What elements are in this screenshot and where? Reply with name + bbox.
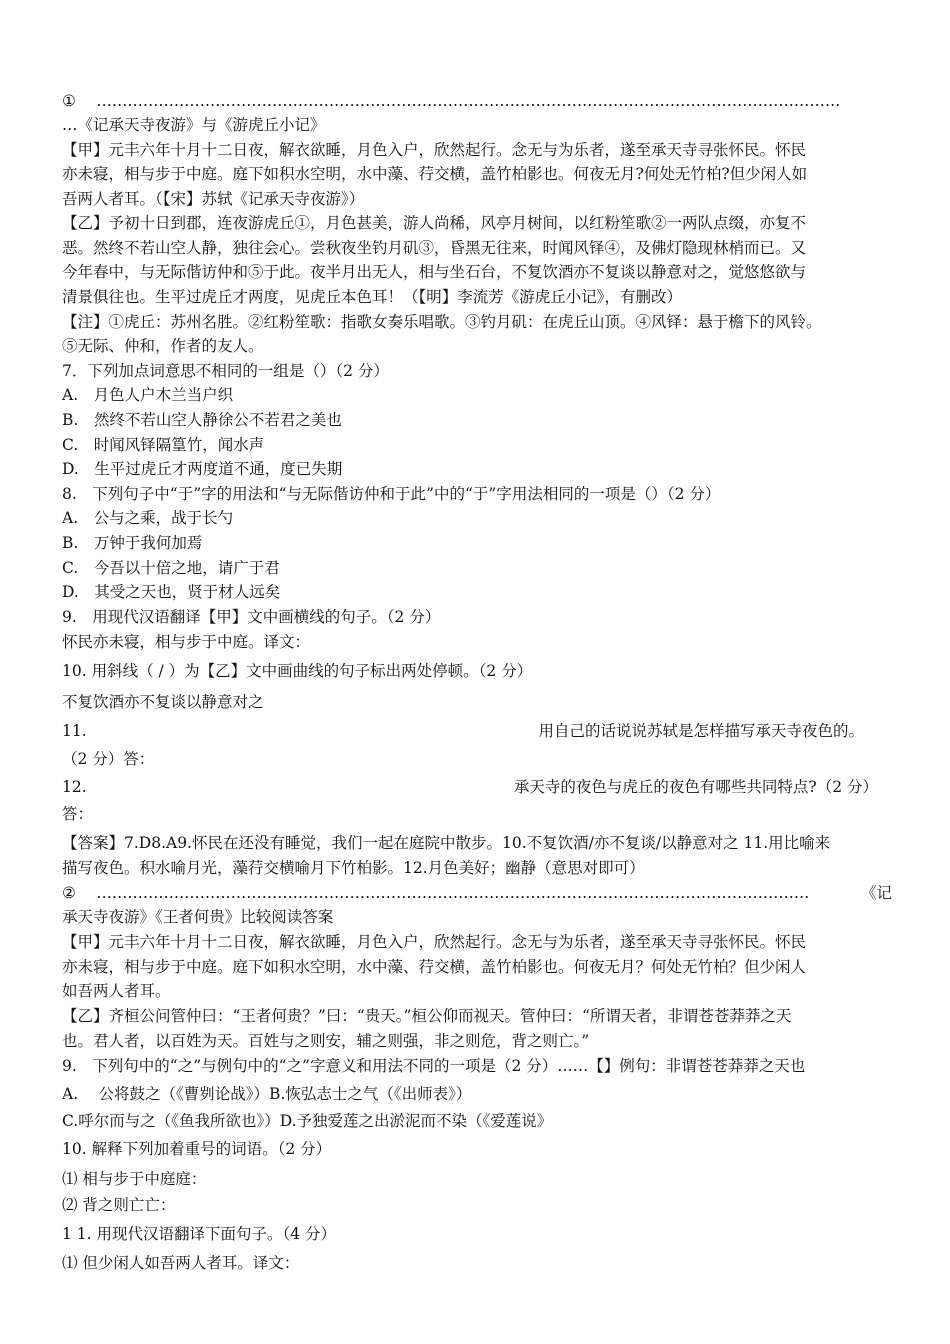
section-1-title: …《记承天寺夜游》与《游虎丘小记》 <box>62 116 326 134</box>
question-7: 7．下列加点词意思不相同的一组是（）（2 分） <box>62 362 389 380</box>
passage-yi-line-2: 恶。然终不若山空人静，独往会心。尝秋夜坐钓月矶③，昏黑无往来，时闻风铎④，及佛灯隐现林梢而已。又 <box>62 239 807 257</box>
passage-yi-line-1: 【乙】予初十日到郡，连夜游虎丘①，月色甚美，游人尚稀，风亭月树间，以红粉笙歌②一两队点缀，亦复不 <box>62 214 807 232</box>
question-8-option-c: C. 今吾以十倍之地，请广于君 <box>62 559 280 577</box>
s2-question-10-item-1: ⑴ 相与步于中庭庭： <box>62 1170 207 1188</box>
passage-jia-line-1: 【甲】元丰六年十月十二日夜，解衣欲睡，月色入户，欣然起行。念无与为乐者，遂至承天寺寻张怀民。怀民 <box>62 141 807 159</box>
s2-question-10: 10. 解释下列加着重号的词语。（2 分） <box>62 1140 332 1158</box>
question-8: 8. 下列句子中“于”字的用法和“与无际偕访仲和于此”中的“于”字用法相同的一项是（）（2 分） <box>62 485 721 503</box>
answer-line-1: 【答案】7.D8.A9.怀民在还没有睡觉，我们一起在庭院中散步。10.不复饮酒/亦不复谈/以静意对之 11.用比喻来 <box>62 834 831 852</box>
s2-question-9: 9. 下列句中的“之”与例句中的“之”字意义和用法不同的一项是（2 分）……【】例句：非谓苍苍莽莽之天也 <box>62 1057 806 1075</box>
passage2-jia-line-2: 亦未寝，相与步于中庭。庭下如积水空明，水中藻、荇交横，盖竹柏影也。何夜无月？何处无竹柏？但少闲人 <box>62 958 807 976</box>
question-7-option-d: D. 生平过虎丘才两度道不通，度已失期 <box>62 460 343 478</box>
notes-line-1: 【注】①虎丘：苏州名胜。②红粉笙歌：指歌女奏乐唱歌。③钓月矶：在虎丘山顶。④风铎：悬于檐下的风铃。 <box>62 313 822 331</box>
s2-question-10-item-2: ⑵ 背之则亡亡： <box>62 1196 176 1214</box>
question-9: 9. 用现代汉语翻译【甲】文中画横线的句子。（2 分） <box>62 608 441 626</box>
question-7-option-a: A. 月色人户木兰当户织 <box>62 386 234 404</box>
question-7-option-c: C. 时闻风铎隔篁竹，闻水声 <box>62 436 265 454</box>
passage-yi-line-3: 今年春中，与无际偕访仲和⑤于此。夜半月出无人，相与坐石台，不复饮酒亦不复谈以静意对之，觉悠悠欲与 <box>62 263 807 281</box>
question-7-option-b: B. 然终不若山空人静徐公不若君之美也 <box>62 411 342 429</box>
question-9-sentence: 怀民亦未寝，相与步于中庭。译文： <box>62 633 311 651</box>
question-12-text: 承天寺的夜色与虎丘的夜色有哪些共同特点?（2 分） <box>513 778 878 796</box>
question-8-option-b: B. 万钟于我何加焉 <box>62 534 203 552</box>
question-12-answer: 答： <box>62 805 94 823</box>
passage2-yi-line-1: 【乙】齐桓公问管仲曰：“王者何贵？”曰：“贵天。”桓公仰而视天。管仲曰：“所谓天者，非谓苍苍莽莽之天 <box>62 1007 792 1025</box>
section-2-header <box>62 882 892 904</box>
section-2-header-dots: ② ………………………………………………………………………………………………………………………… <box>62 884 810 902</box>
s2-question-9-options-ab: A. 公将鼓之（《曹刿论战》）B.恢弘志士之气（《出师表》） <box>62 1085 472 1103</box>
passage-jia-line-2: 亦未寝，相与步于中庭。庭下如积水空明，水中藻、荇交横，盖竹柏影也。何夜无月?何处无竹柏?但少闲人如 <box>62 165 808 183</box>
s2-question-11-item-1: ⑴ 但少闲人如吾两人者耳。译文： <box>62 1254 300 1272</box>
answer-line-2: 描写夜色。积水喻月光，藻荇交横喻月下竹柏影。12.月色美好；幽静（意思对即可） <box>62 859 645 877</box>
passage-yi-line-4: 清景俱往也。生平过虎丘才两度，见虎丘本色耳！（【明】李流芳《游虎丘小记》，有删改） <box>62 288 683 306</box>
question-12-number: 12. <box>62 778 87 796</box>
question-12 <box>62 776 892 798</box>
question-11-number: 11. <box>62 722 87 740</box>
passage2-jia-line-1: 【甲】元丰六年十月十二日夜，解衣欲睡，月色入户，欣然起行。念无与为乐者，遂至承天寺寻张怀民。怀民 <box>62 933 807 951</box>
question-10-sentence: 不复饮酒亦不复谈以静意对之 <box>62 693 264 711</box>
question-8-option-a: A. 公与之乘，战于长勺 <box>62 509 234 527</box>
s2-question-11: 1 1. 用现代汉语翻译下面句子。（4 分） <box>62 1225 337 1243</box>
s2-question-9-options-cd: C.呼尔而与之（《鱼我所欲也》）D.予独爱莲之出淤泥而不染（《爱莲说》 <box>62 1112 553 1130</box>
question-11-text: 用自己的话说说苏轼是怎样描写承天寺夜色的。 <box>538 722 864 740</box>
question-11-answer: （2 分）答： <box>62 750 155 768</box>
notes-line-2: ⑤无际、仲和，作者的友人。 <box>62 337 264 355</box>
section-2-header-end: 《记 <box>860 884 892 902</box>
question-10: 10. 用斜线（ / ）为【乙】文中画曲线的句子标出两处停顿。（2 分） <box>62 662 533 680</box>
passage-jia-line-3: 吾两人者耳。（【宋】苏轼《记承天寺夜游》） <box>62 190 365 208</box>
passage2-yi-line-2: 也。君人者，以百姓为天。百姓与之则安，辅之则强，非之则危，背之则亡。” <box>62 1032 590 1050</box>
passage2-jia-line-3: 如吾两人者耳。 <box>62 982 171 1000</box>
section-2-title: 承天寺夜游》《王者何贵》比较阅读答案 <box>62 908 334 926</box>
section-1-header-dots: ① ……………………………………………………………………………………………………………………………… <box>62 92 841 110</box>
question-8-option-d: D. 其受之天也，贤于材人远矣 <box>62 583 281 601</box>
question-11 <box>62 720 892 742</box>
